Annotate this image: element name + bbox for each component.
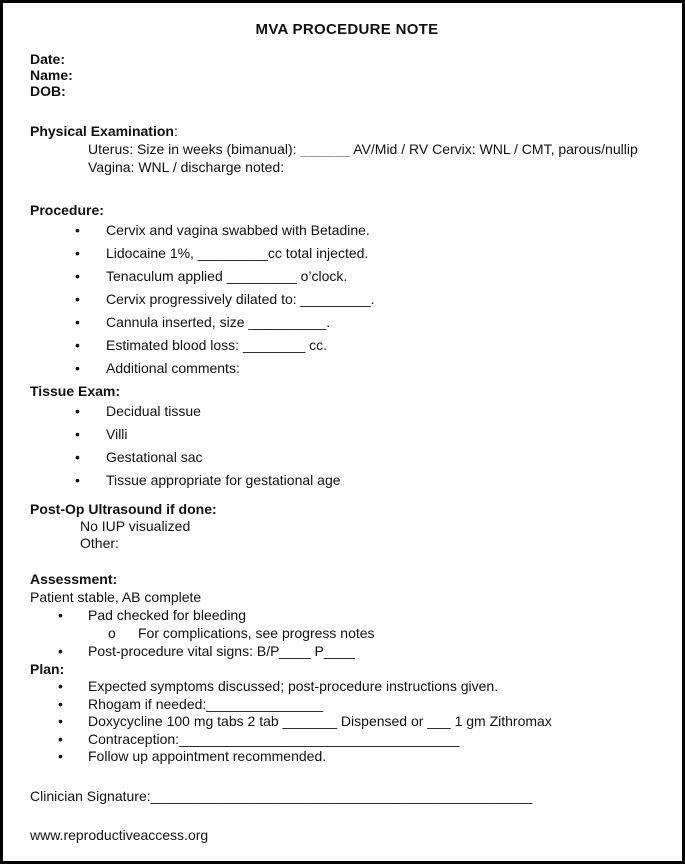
name-field-label: Name: — [30, 67, 73, 83]
plan-bullet-text: Rhogam if needed:_______________ — [88, 695, 324, 712]
assessment-bullet-pad — [30, 606, 664, 624]
bullet-marker: • — [75, 472, 80, 488]
bullet-marker: • — [75, 403, 80, 419]
uterus-exam-suffix: AV/Mid / RV Cervix: WNL / CMT, parous/nullip — [350, 141, 638, 157]
plan-section — [30, 660, 664, 766]
sub-bullet-marker: o — [108, 625, 116, 641]
bullet-marker: • — [58, 607, 63, 623]
plan-bullet-text: Contraception:____________________________________ — [88, 730, 460, 747]
assessment-bullet-text: Pad checked for bleeding — [88, 607, 246, 623]
plan-heading: Plan: — [30, 661, 65, 677]
procedure-bullet-text: Cervix and vagina swabbed with Betadine. — [106, 222, 370, 238]
assessment-sub-bullet-text: For complications, see progress notes — [138, 625, 375, 641]
procedure-bullet-text: Lidocaine 1%, _________cc total injected. — [106, 245, 369, 261]
tissue-bullet-text: Tissue appropriate for gestational age — [106, 472, 341, 488]
plan-bullet-doxycycline — [30, 713, 664, 731]
procedure-bullet-text: Cervix progressively dilated to: _________. — [106, 291, 375, 307]
post-op-section — [30, 500, 664, 552]
bullet-marker: • — [58, 730, 63, 747]
assessment-intro: Patient stable, AB complete — [30, 589, 202, 605]
post-op-heading: Post-Op Ultrasound if done: — [30, 501, 217, 517]
procedure-bullet-text: Cannula inserted, size __________. — [106, 314, 331, 330]
bullet-marker: • — [75, 291, 80, 307]
procedure-bullet-tenaculum — [30, 265, 664, 288]
post-op-line-other: Other: — [80, 535, 119, 551]
plan-bullet-rhogam — [30, 696, 664, 714]
assessment-bullet-vitals — [30, 642, 664, 660]
uterus-size-blank: ______ — [300, 141, 351, 157]
bullet-marker: • — [75, 337, 80, 353]
physical-exam-heading-text: Physical Examination — [30, 123, 174, 139]
bullet-marker: • — [75, 426, 80, 442]
tissue-bullet-text: Decidual tissue — [106, 403, 201, 419]
assessment-section — [30, 570, 664, 660]
vagina-exam-line: Vagina: WNL / discharge noted: — [88, 159, 285, 175]
bullet-marker: • — [58, 695, 63, 712]
assessment-bullet-text: Post-procedure vital signs: B/P____ P____ — [88, 643, 355, 659]
procedure-bullet-swabbed — [30, 219, 664, 242]
physical-exam-heading-colon: : — [173, 123, 178, 139]
tissue-bullet-appropriate — [30, 469, 664, 492]
bullet-marker: • — [58, 713, 63, 729]
clinician-signature-row — [30, 787, 664, 805]
plan-bullet-follow-up — [30, 748, 664, 766]
bullet-marker: • — [75, 245, 80, 261]
procedure-bullet-dilated — [30, 288, 664, 311]
bullet-marker: • — [58, 643, 63, 659]
procedure-bullet-text: Estimated blood loss: ________ cc. — [106, 337, 328, 353]
uterus-exam-prefix: Uterus: Size in weeks (bimanual): — [88, 141, 301, 157]
physical-exam-section — [30, 122, 664, 176]
tissue-bullet-decidual — [30, 400, 664, 423]
procedure-bullet-text: Additional comments: — [106, 360, 240, 376]
tissue-bullet-sac — [30, 446, 664, 469]
procedure-bullet-lidocaine — [30, 242, 664, 265]
clinician-signature-blank: _________________________________________________ — [150, 787, 533, 804]
tissue-exam-heading: Tissue Exam: — [30, 383, 121, 399]
assessment-heading: Assessment: — [30, 571, 118, 587]
footer-url: www.reproductiveaccess.org — [30, 826, 209, 843]
procedure-bullet-blood-loss — [30, 334, 664, 357]
bullet-marker: • — [75, 314, 80, 330]
procedure-section — [30, 201, 664, 380]
document-content — [3, 3, 682, 844]
plan-bullet-text: Expected symptoms discussed; post-procedure instructions given. — [88, 678, 499, 694]
physical-exam-heading — [30, 122, 664, 140]
bullet-marker: • — [75, 268, 80, 284]
plan-bullet-text: Doxycycline 100 mg tabs 2 tab _______ Dispensed or ___ 1 gm Zithromax — [88, 713, 552, 729]
bullet-marker: • — [75, 449, 80, 465]
uterus-exam-line — [88, 140, 664, 158]
tissue-bullet-text: Villi — [106, 426, 128, 442]
date-field-label: Date: — [30, 51, 66, 67]
dob-field-label: DOB: — [30, 83, 66, 99]
tissue-exam-section — [30, 382, 664, 492]
tissue-bullet-text: Gestational sac — [106, 449, 203, 465]
bullet-marker: • — [75, 360, 80, 376]
bullet-marker: • — [58, 748, 63, 764]
patient-info-block — [30, 51, 664, 99]
procedure-bullet-cannula — [30, 311, 664, 334]
clinician-signature-label: Clinician Signature: — [30, 787, 151, 804]
document-title: MVA PROCEDURE NOTE — [255, 21, 439, 38]
procedure-bullet-comments — [30, 357, 664, 380]
assessment-sub-bullet-complications — [30, 624, 664, 642]
bullet-marker: • — [58, 678, 63, 694]
tissue-bullet-villi — [30, 423, 664, 446]
plan-bullet-contraception — [30, 731, 664, 749]
plan-bullet-symptoms — [30, 678, 664, 696]
bullet-marker: • — [75, 222, 80, 238]
procedure-bullet-text: Tenaculum applied _________ o’clock. — [106, 268, 348, 284]
plan-bullet-text: Follow up appointment recommended. — [88, 748, 327, 764]
procedure-heading: Procedure: — [30, 202, 104, 218]
post-op-line-no-iup: No IUP visualized — [80, 518, 191, 534]
